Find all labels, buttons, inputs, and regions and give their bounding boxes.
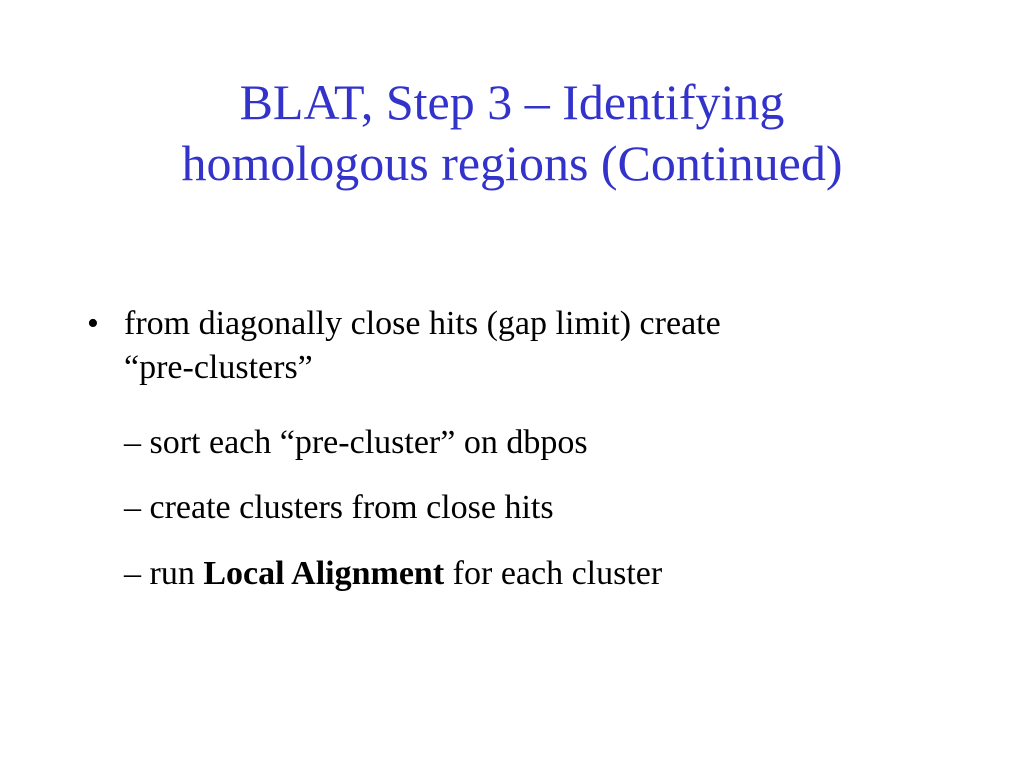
bullet-dot-icon: • (87, 305, 99, 342)
bullet-line-2: “pre-clusters” (124, 349, 313, 386)
bullet-line-1: from diagonally close hits (gap limit) create (124, 305, 721, 342)
sub-bullet-sort: – sort each “pre-cluster” on dbpos (124, 424, 588, 461)
bullet-item (124, 302, 944, 390)
sub-bullet-run-alignment (124, 552, 662, 596)
sub-bullet-create-clusters: – create clusters from close hits (124, 489, 554, 526)
title-line-2: homologous regions (Continued) (181, 135, 843, 191)
sub3-prefix: – run (124, 555, 204, 592)
title-line-1: BLAT, Step 3 – Identifying (239, 74, 785, 130)
local-alignment-term: Local Alignment (203, 555, 445, 592)
sub3-suffix: for each cluster (444, 555, 663, 592)
